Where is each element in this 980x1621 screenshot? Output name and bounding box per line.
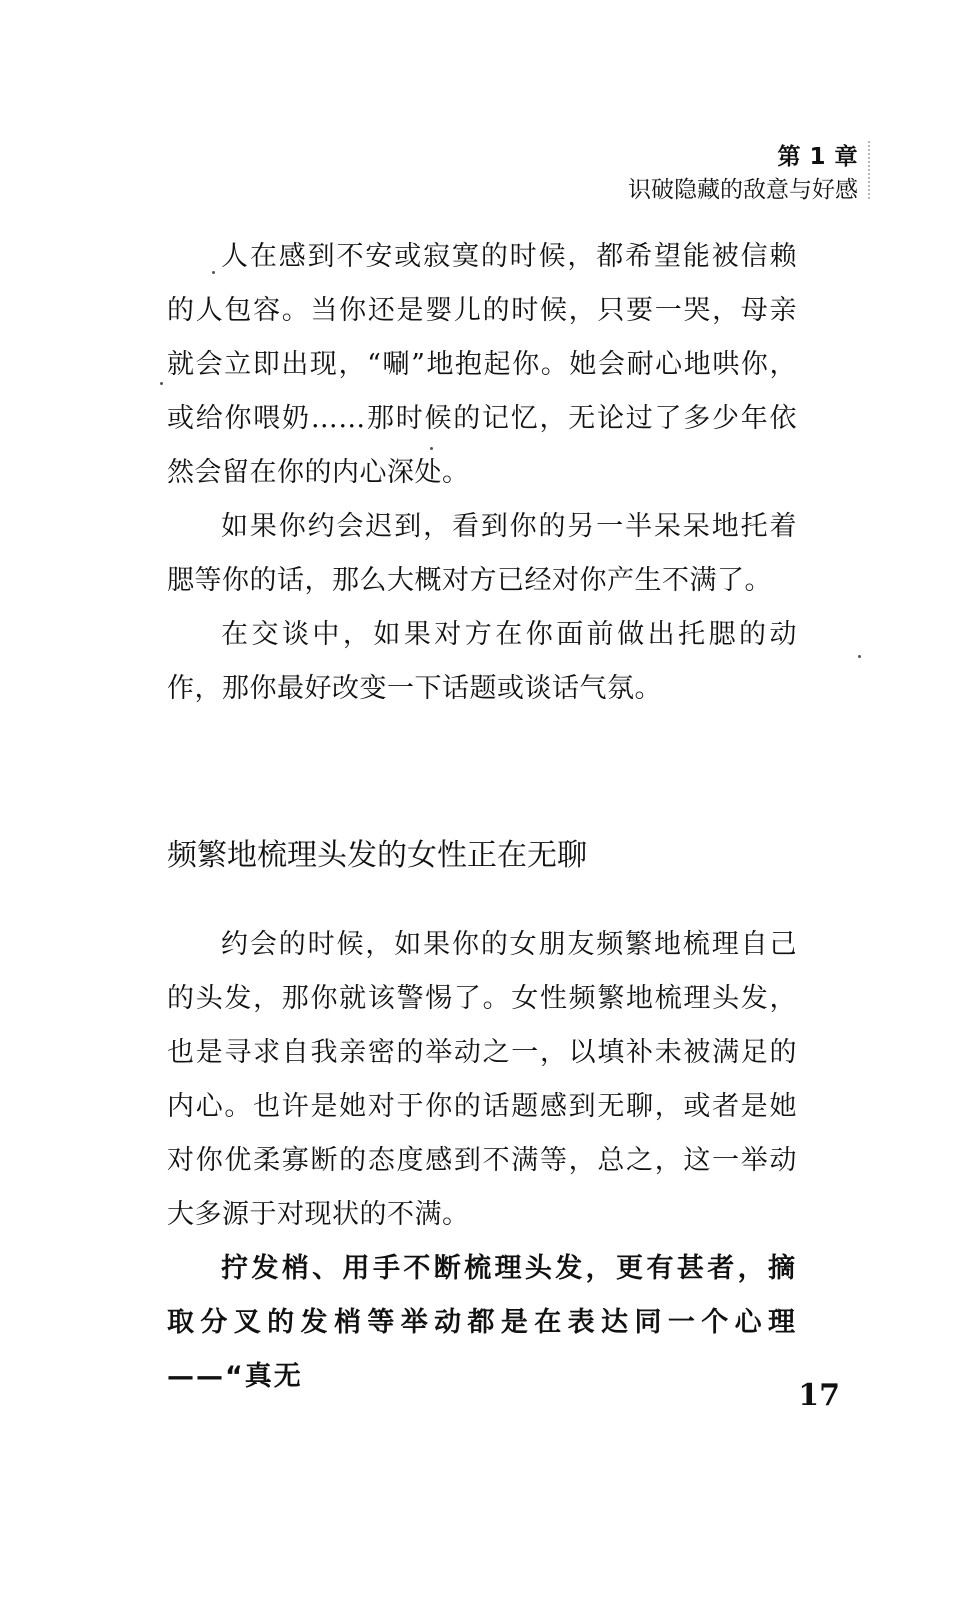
chapter-number: 第 1 章 — [777, 144, 858, 170]
header-decoration — [868, 141, 884, 199]
body-paragraph: 人在感到不安或寂寞的时候，都希望能被信赖的人包容。当你还是婴儿的时候，只要一哭，母亲就会立即出现，“唰”地抱起你。她会耐心地哄你，或给你喂奶……那时候的记忆，无论过了多少年依然会留在你的内心深处。 — [167, 241, 797, 488]
chapter-title: 识破隐藏的敌意与好感 — [628, 176, 858, 203]
bold-paragraph: 拧发梢、用手不断梳理头发，更有甚者，摘取分叉的发梢等举动都是在表达同一个心理——“真无 — [167, 1253, 797, 1392]
body-paragraph: 在交谈中，如果对方在你面前做出托腮的动作，那你最好改变一下话题或谈话气氛。 — [167, 619, 797, 704]
body-paragraph: 如果你约会迟到，看到你的另一半呆呆地托着腮等你的话，那么大概对方已经对你产生不满了。 — [167, 511, 797, 596]
scan-speck — [212, 271, 215, 274]
scan-speck — [430, 447, 433, 450]
scan-speck — [160, 382, 163, 385]
body-paragraph: 约会的时候，如果你的女朋友频繁地梳理自己的头发，那你就该警惕了。女性频繁地梳理头发，也是寻求自我亲密的举动之一，以填补未被满足的内心。也许是她对于你的话题感到无聊，或者是她对你优柔寡断的态度感到不满等，总之，这一举动大多源于对现状的不满。 — [167, 929, 797, 1230]
scan-speck — [858, 655, 861, 658]
section-heading: 频繁地梳理头发的女性正在无聊 — [167, 838, 587, 873]
page-body — [167, 230, 797, 1404]
running-header — [628, 143, 858, 205]
page-number: 17 — [798, 1378, 840, 1413]
